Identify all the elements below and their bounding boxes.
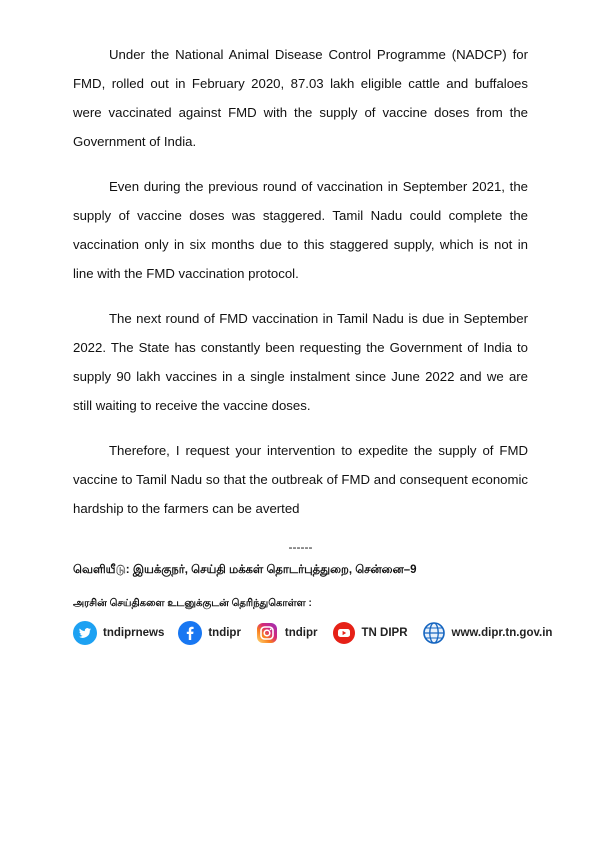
youtube-icon bbox=[332, 621, 356, 645]
instagram-handle: tndipr bbox=[284, 627, 318, 639]
globe-icon bbox=[422, 621, 446, 645]
facebook-icon bbox=[178, 621, 202, 645]
social-links-bar bbox=[73, 620, 553, 646]
follow-line: அரசின் செய்திகளை உடனுக்குடன் தெரிந்துகொள்ள : bbox=[73, 598, 312, 609]
facebook-link[interactable] bbox=[178, 621, 241, 645]
paragraph-nadcp: Under the National Animal Disease Control Programme (NADCP) for FMD, rolled out in February 2020, 87.03 lakh eligible cattle and buffaloes were vaccinated against FMD with the supply of vaccine doses from the Government of India. bbox=[73, 47, 528, 149]
paragraph-next-round: The next round of FMD vaccination in Tamil Nadu is due in September 2022. The State has constantly been requesting the Government of India to supply 90 lakh vaccines in a single instalment since June 2022 and we are still waiting to receive the vaccine doses. bbox=[73, 311, 528, 413]
twitter-icon bbox=[73, 621, 97, 645]
twitter-link[interactable] bbox=[73, 621, 164, 645]
website-link[interactable] bbox=[422, 621, 553, 645]
youtube-link[interactable] bbox=[332, 621, 408, 645]
youtube-channel: TN DIPR bbox=[361, 627, 408, 639]
release-line: வெளியீடு: இயக்குநர், செய்தி மக்கள் தொடர்புத்துறை, சென்னை–9 bbox=[73, 564, 417, 576]
website-url: www.dipr.tn.gov.in bbox=[451, 627, 553, 639]
press-release-page bbox=[73, 40, 553, 646]
paragraph-previous-round: Even during the previous round of vaccination in September 2021, the supply of vaccine doses was staggered. Tamil Nadu could complete the vaccination only in six months due to this staggered supply, which is not in line with the FMD vaccination protocol. bbox=[73, 179, 528, 281]
facebook-handle: tndipr bbox=[208, 627, 241, 639]
paragraph-request: Therefore, I request your intervention to expedite the supply of FMD vaccine to Tamil Nadu so that the outbreak of FMD and consequent economic hardship to the farmers can be averted bbox=[73, 443, 528, 516]
instagram-link[interactable] bbox=[255, 621, 318, 645]
section-divider: ------ bbox=[288, 540, 313, 554]
twitter-handle: tndiprnews bbox=[103, 627, 165, 639]
instagram-icon bbox=[255, 621, 279, 645]
